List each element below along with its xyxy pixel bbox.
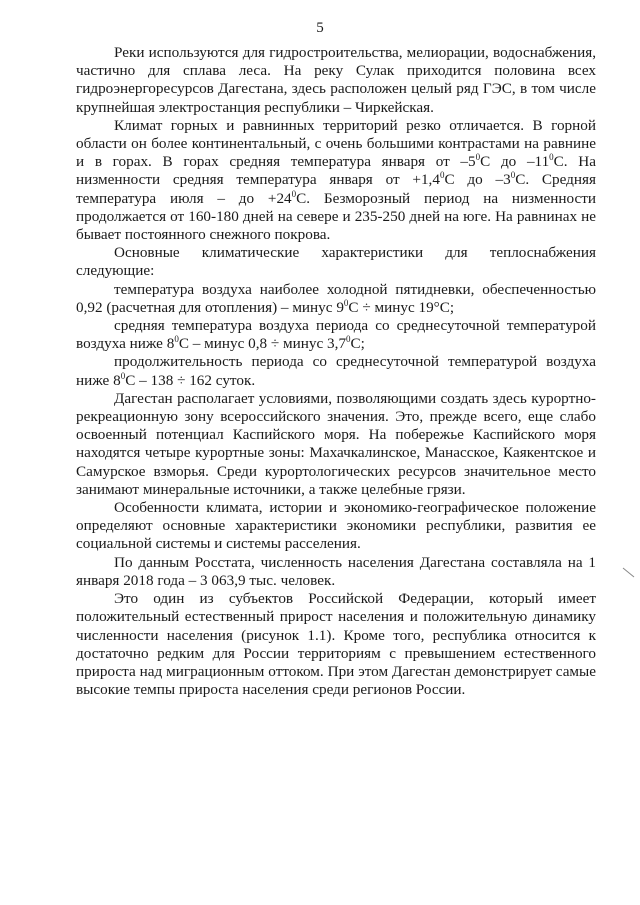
item-average-period-temperature: средняя температура воздуха периода со среднесуточной температурой воздуха ниже $8^0С$ – минус 0,8 ÷ минус $3,7^0С$; bbox=[76, 317, 596, 353]
paragraph-climate-characteristics: Основные климатические характеристики для теплоснабжения следующие: bbox=[76, 244, 596, 280]
paragraph-resorts: Дагестан располагает условиями, позволяющими создать здесь курортно-рекреационную зону всероссийского значения. Это, прежде всего, еще слабо освоенный потенциал Каспийского моря. На побережье Каспийского моря находятся четыре курортные зоны: Махачкалинское, Манасское, Каякентское и Самурское взморья. Среди курортологических ресурсов значительное место занимают минеральные источники, а также целебные грязи. bbox=[76, 389, 596, 498]
paragraph-economy: Особенности климата, истории и экономико-географическое положение определяют основные характеристики экономики республики, развития ее социальной системы и системы расселения. bbox=[76, 499, 596, 553]
item-coldest-five-day-temperature: температура воздуха наиболее холодной пятидневки, обеспеченностью 0,92 (расчетная для отопления) – минус $9^0С$ ÷ минус 19°С; bbox=[76, 280, 596, 316]
paragraph-population-growth: Это один из субъектов Российской Федерации, который имеет положительный естественный прирост населения и положительную динамику численности населения (рисунок 1.1). Кроме того, республика относится к достаточно редким для России территориям с превышением естественного прироста над миграционным оттоком. При этом Дагестан демонстрирует самые высокие темпы прироста населения среди регионов России. bbox=[76, 590, 596, 699]
paragraph-rivers: Реки используются для гидростроительства, мелиорации, водоснабжения, частично для сплава леса. На реку Сулак приходится половина всех гидроэнергоресурсов Дагестана, здесь расположен целый ряд ГЭС, в том числе крупнейшая электростанция республики – Чиркейская. bbox=[76, 44, 596, 116]
document-body bbox=[76, 44, 596, 699]
paragraph-population-count: По данным Росстата, численность населения Дагестана составляла на 1 января 2018 года – 3 063,9 тыс. человек. bbox=[76, 553, 596, 589]
item-period-duration: продолжительность периода со среднесуточной температурой воздуха ниже $8^0С - 138 \div 162$ суток. bbox=[76, 353, 596, 389]
paragraph-climate: Климат горных и равнинных территорий резко отличается. В горной области он более континентальный, с очень большими контрастами на равнине и в горах. В горах средняя температура января от $-5^0С$ до $-11^0С$. На низменности средняя температура января от $+1,4^0С$ до $-3^0С$. Средняя температура июля – до $+24^0С$. Безморозный период на низменности продолжается от 160-180 дней на севере и 235-250 дней на юге. На равнинах не бывает постоянного снежного покрова. bbox=[76, 116, 596, 244]
page-number: 5 bbox=[316, 20, 324, 36]
scan-mark bbox=[622, 566, 636, 580]
